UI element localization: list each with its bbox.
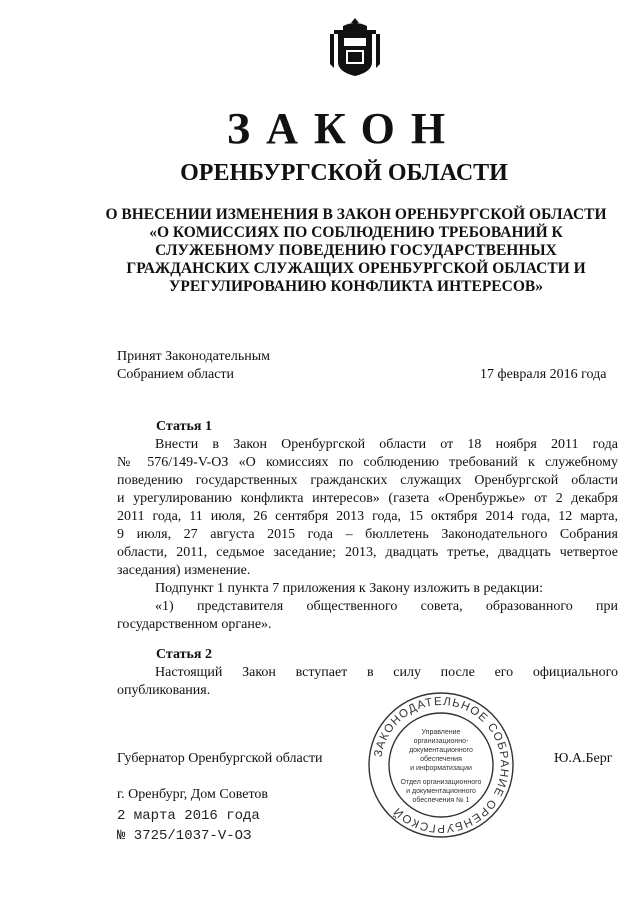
article-1-line: 9 июля, 27 августа 2015 года – бюллетень Законодательного Собрания bbox=[117, 527, 618, 542]
article-1-paragraph: Подпункт 1 пункта 7 приложения к Закону изложить в редакции: bbox=[155, 581, 543, 596]
registration-date: 2 марта 2016 года bbox=[117, 808, 260, 824]
article-2-line: Настоящий Закон вступает в силу после его официального bbox=[155, 665, 618, 680]
signature-position: Губернатор Оренбургской области bbox=[117, 751, 323, 766]
region-title: ОРЕНБУРГСКОЙ ОБЛАСТИ bbox=[180, 160, 508, 186]
document-type: ЗАКОН bbox=[226, 104, 462, 153]
law-title-line: СЛУЖЕБНОМУ ПОВЕДЕНИЮ ГОСУДАРСТВЕННЫХ bbox=[155, 242, 557, 259]
registration-number: № 3725/1037-V-ОЗ bbox=[117, 828, 252, 844]
article-1-line: области, 2011, седьмое заседание; 2013, двадцать третье, двадцать четвертое bbox=[117, 545, 618, 560]
adoption-line: Принят Законодательным bbox=[117, 349, 270, 364]
adoption-date: 17 февраля 2016 года bbox=[480, 367, 607, 382]
article-1-line: Внести в Закон Оренбургской области от 18 ноября 2011 года bbox=[155, 437, 618, 452]
article-1-line: 2011 года, 11 июля, 26 сентября 2013 года, 15 октября 2014 года, 12 марта, bbox=[117, 509, 618, 524]
stamp-inner-line: Отдел организационного bbox=[400, 779, 482, 786]
law-title-line: УРЕГУЛИРОВАНИЮ КОНФЛИКТА ИНТЕРЕСОВ» bbox=[169, 278, 543, 295]
stamp-inner-line: обеспечения № 1 bbox=[412, 797, 470, 804]
article-2-line: опубликования. bbox=[117, 683, 211, 698]
stamp-inner-line: организационно- bbox=[413, 738, 469, 745]
article-1-line: и урегулированию конфликта интересов» (газета «Оренбуржье» от 2 декабря bbox=[117, 491, 618, 506]
official-stamp bbox=[366, 690, 516, 840]
stamp-inner-line: обеспечения bbox=[420, 756, 462, 763]
place-line: г. Оренбург, Дом Советов bbox=[117, 787, 268, 802]
stamp-inner-line: Управление bbox=[421, 729, 461, 736]
coat-of-arms-icon bbox=[328, 16, 382, 80]
article-1-heading: Статья 1 bbox=[156, 419, 212, 434]
adoption-line: Собранием области bbox=[117, 367, 235, 382]
article-1-quote: «1) представителя общественного совета, образованного при bbox=[155, 599, 618, 614]
stamp-inner-line: и информатизации bbox=[410, 765, 472, 772]
article-1-line: заседания) изменение. bbox=[117, 563, 251, 578]
stamp-inner-line: документационного bbox=[409, 747, 473, 754]
law-title-line: «О КОМИССИЯХ ПО СОБЛЮДЕНИЮ ТРЕБОВАНИЙ К bbox=[149, 224, 563, 241]
article-2-heading: Статья 2 bbox=[156, 647, 212, 662]
stamp-inner-line: и документационного bbox=[406, 788, 476, 795]
stamp-ring-text: ЗАКОНОДАТЕЛЬНОЕ СОБРАНИЕ ОРЕНБУРГСКОЙ bbox=[372, 695, 511, 835]
law-title-line: О ВНЕСЕНИИ ИЗМЕНЕНИЯ В ЗАКОН ОРЕНБУРГСКОЙ ОБЛАСТИ bbox=[105, 206, 607, 223]
signature-name: Ю.А.Берг bbox=[554, 751, 613, 766]
article-1-line: поведению государственных гражданских служащих Оренбургской области bbox=[117, 473, 618, 488]
law-title-line: ГРАЖДАНСКИХ СЛУЖАЩИХ ОРЕНБУРГСКОЙ ОБЛАСТИ И bbox=[126, 260, 586, 277]
article-1-line: № 576/149-V-ОЗ «О комиссиях по соблюдению требований к служебному bbox=[117, 455, 618, 470]
article-1-quote: государственном органе». bbox=[117, 617, 272, 632]
